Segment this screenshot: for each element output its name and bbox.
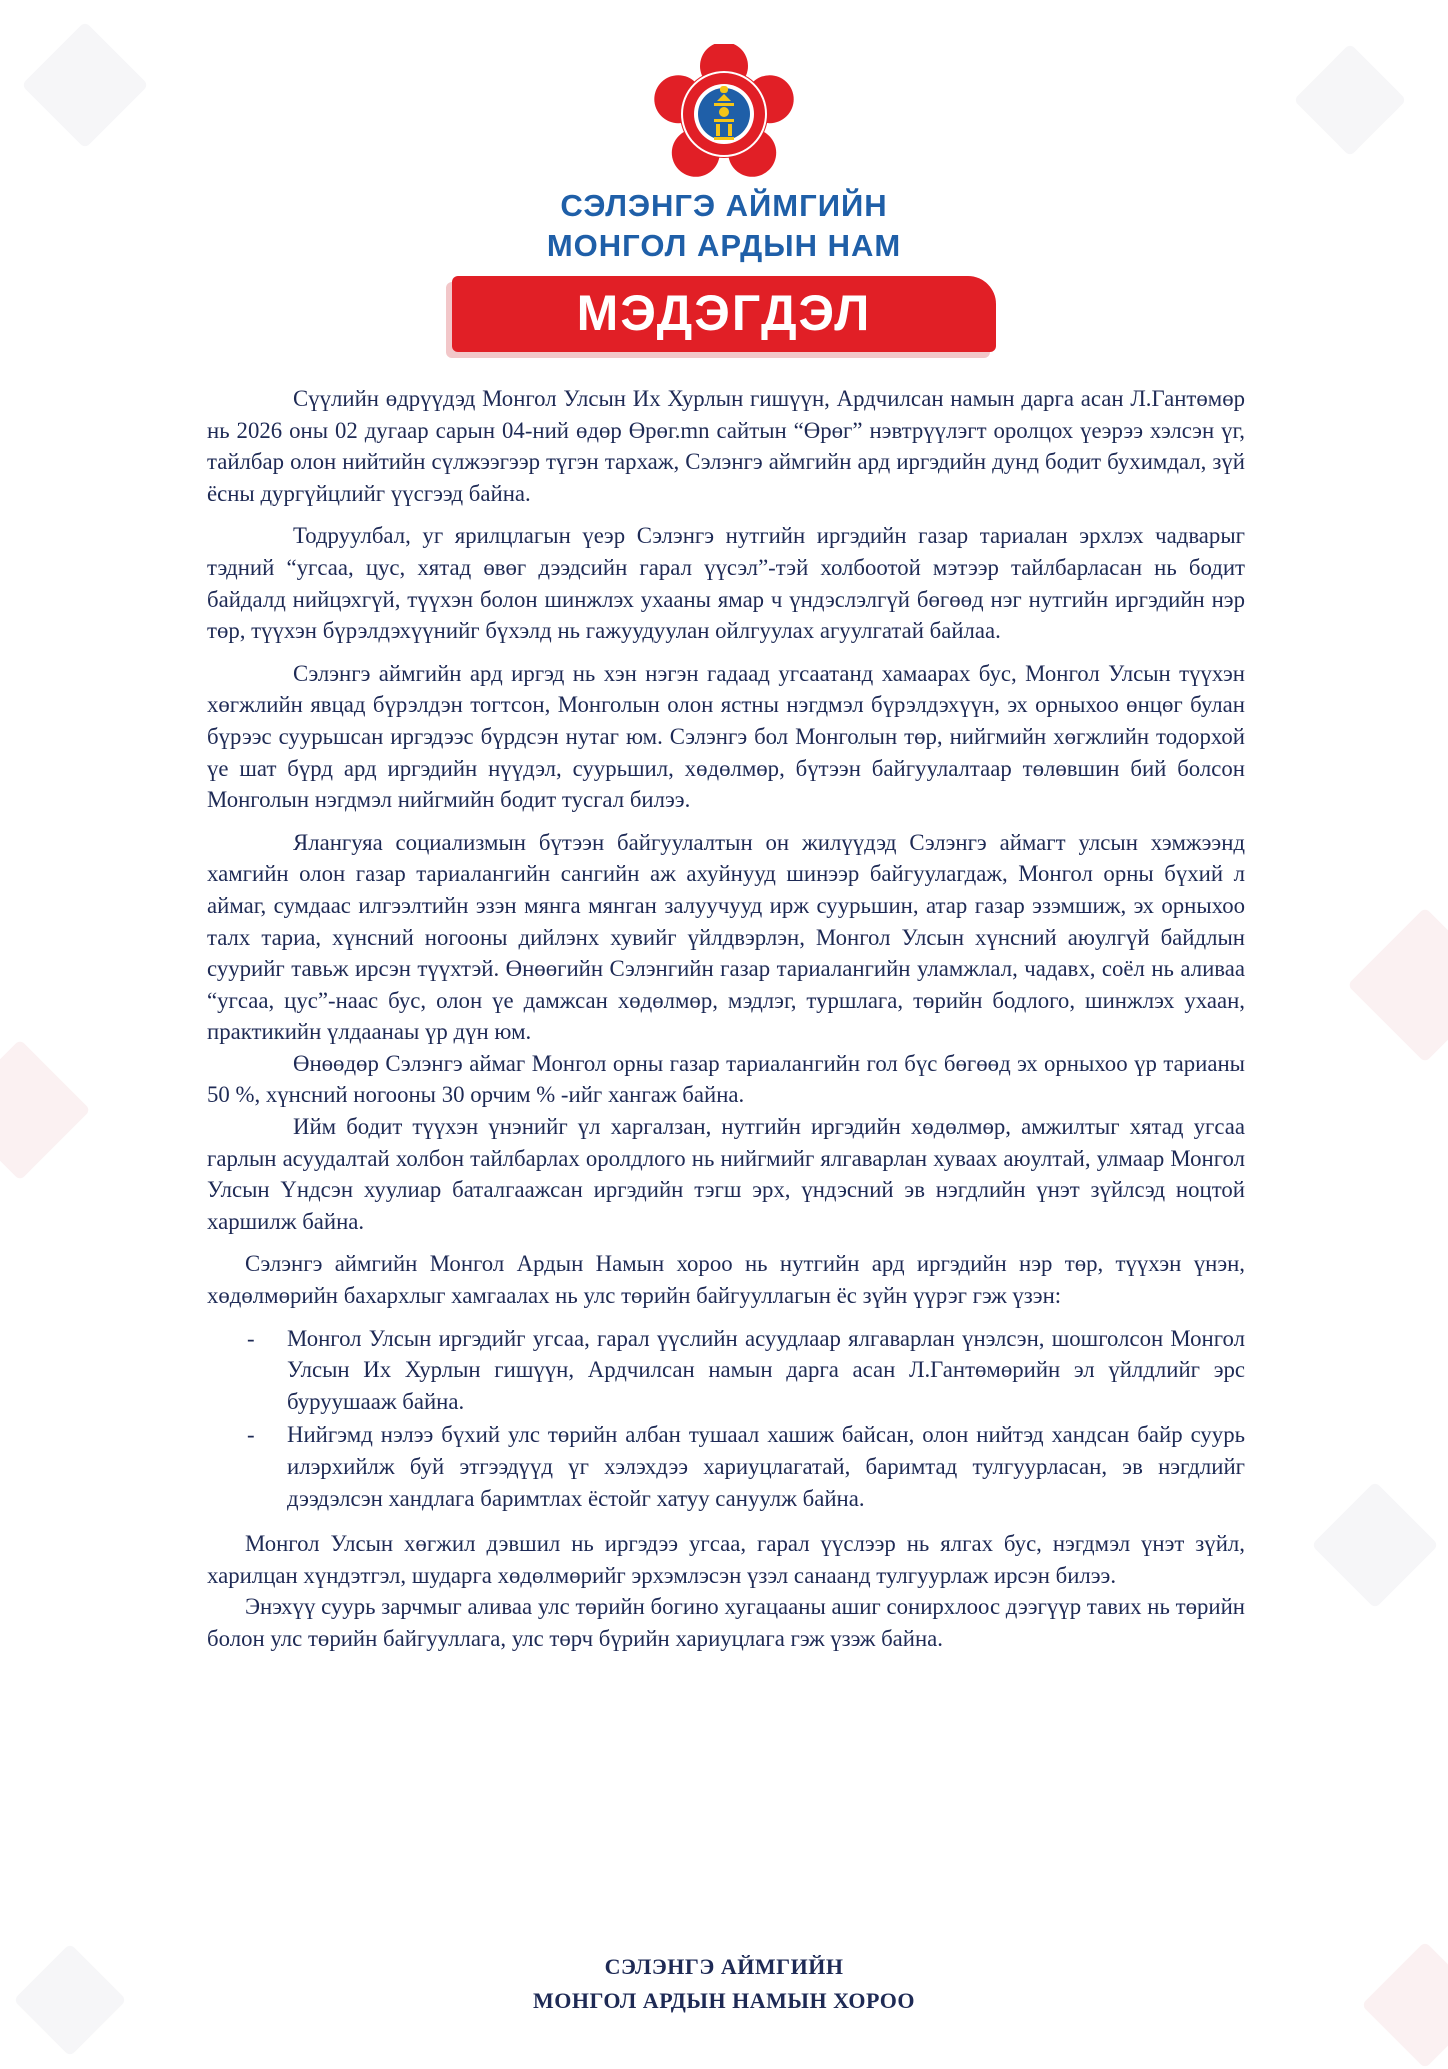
list-item — [207, 1419, 1245, 1514]
bullet-marker: - — [247, 1325, 255, 1351]
paragraph-8: Монгол Улсын хөгжил дэвшил нь иргэдээ угсаа, гарал үүслээр нь ялгах бус, нэгдмэл үнэт зүйл, харилцан хүндэтгэл, шударга хөдөлмөрийг эрхэмлэсэн үзэл санаанд тулгуурлаж ирсэн билээ. — [207, 1531, 1245, 1588]
banner-title: МЭДЭГДЭЛ — [576, 285, 872, 341]
list-item-text: Нийгэмд нэлээ бүхий улс төрийн албан тушаал хашиж байсан, олон нийтэд хандсан байр суурь илэрхийлж буй этгээдүүд үг хэлэхдээ хариуцлагатай, баримтад тулгуурласан, эв нэгдлийг дээдэлсэн хандлага баримтлах ёстойг хатуу сануулж байна. — [287, 1422, 1245, 1511]
party-emblem-logo — [654, 44, 794, 184]
background-decoration — [0, 1039, 91, 1180]
announcement-body — [207, 383, 1245, 1666]
paragraph-3: Сэлэнгэ аймгийн ард иргэд нь хэн нэгэн гадаад угсаатанд хамаарах бус, Монгол Улсын түүхэн хөгжлийн явцад бүрэлдэн тогтсон, Монголын олон ястны нэгдмэл бүрэлдэхүүн, эх орныхоо өнцөг булан бүрээс суурьшсан иргэдээс бүрдсэн нутаг юм. Сэлэнгэ бол Монголын төр, нийгмийн хөгжлийн тодорхой үе шат бүрд ард иргэдийн нүүдэл, суурьшил, хөдөлмөр, бүтээн байгуулалтаар төлөвшин бий болсон Монголын нэгдмэл нийгмийн бодит тусгал билээ. — [207, 660, 1245, 813]
org-title-line1: СЭЛЭНГЭ АЙМГИЙН — [560, 188, 888, 223]
bullet-marker: - — [247, 1422, 255, 1448]
signature-line1: СЭЛЭНГЭ АЙМГИЙН — [604, 1954, 844, 1979]
paragraph-9: Энэхүү суурь зарчмыг аливаа улс төрийн богино хугацааны ашиг сонирхлоос дээгүүр тавих нь төрийн болон улс төрийн байгууллага, улс төрч бүрийн хариуцлага гэж үзэж байна. — [207, 1594, 1245, 1651]
list-item-text: Монгол Улсын иргэдийг угсаа, гарал үүслийн асуудлаар ялгаварлан үнэлсэн, шошголсон Монгол Улсын Их Хурлын гишүүн, Ардчилсан намын дарга асан Л.Гантөмөрийн эл үйлдлийг эрс буруушааж байна. — [287, 1325, 1245, 1414]
background-decoration — [1347, 907, 1448, 1063]
background-decoration — [21, 21, 148, 148]
paragraph-7: Сэлэнгэ аймгийн Монгол Ардын Намын хороо нь нутгийн ард иргэдийн нэр төр, түүхэн үнэн, хөдөлмөрийн бахархлыг хамгаалах нь улс төрийн байгууллагын ёс зүйн үүрэг гэж үзэн: — [207, 1251, 1245, 1309]
paragraph-6: Ийм бодит түүхэн үнэнийг үл харгалзан, нутгийн иргэдийн хөдөлмөр, амжилтыг хятад угсаа гарлын асуудалтай холбон тайлбарлах оролдлого нь нийгмийг ялгаварлан хуваах аюултай, улмаар Монгол Улсын Үндсэн хуулиар баталгаажсан иргэдийн тэгш эрх, үндэсний эв нэгдлийн үнэт зүйлсэд ноцтой харшилж байна. — [207, 1114, 1245, 1234]
signature-line2: МОНГОЛ АРДЫН НАМЫН ХОРОО — [532, 1988, 916, 2013]
announcement-banner — [452, 276, 996, 352]
background-decoration — [1293, 43, 1406, 156]
paragraph-4: Ялангуяа социализмын бүтээн байгуулалтын он жилүүдэд Сэлэнгэ аймагт улсын хэмжээнд хамгийн олон газар тариалангийн сангийн аж ахуйнууд шинээр байгуулагдаж, Монгол орны бүхий л аймаг, сумдаас илгээлтийн эзэн мянга мянган залуучууд ирж суурьшин, атар газар эзэмшиж, эх орныхоо талх тариа, хүнсний ногооны дийлэнх хувийг үйлдвэрлэн, Монгол Улсын хүнсний аюулгүй байдлын суурийг тавьж ирсэн түүхтэй. Өнөөгийн Сэлэнгийн газар тариалангийн уламжлал, чадавх, соёл нь аливаа “угсаа, цус”-наас бус, олон үе дамжсан хөдөлмөр, мэдлэг, туршлага, төрийн бодлого, шинжлэх ухаан, практикийн үлдаанаы үр дүн юм. — [207, 829, 1245, 1045]
list-item — [207, 1323, 1245, 1418]
resolution-list — [207, 1323, 1245, 1515]
background-decoration — [1311, 1481, 1438, 1608]
org-title-line2: МОНГОЛ АРДЫН НАМ — [546, 228, 902, 263]
paragraph-2: Тодруулбал, уг ярилцлагын үеэр Сэлэнгэ нутгийн иргэдийн газар тариалан эрхлэх чадварыг тэдний “угсаа, цус, хятад өвөг дээдсийн гарал үүсэл”-тэй холбоотой мэтээр тайлбарласан нь бодит байдалд нийцэхгүй, түүхэн болон шинжлэх ухааны ямар ч үндэслэлгүй бөгөөд нэг нутгийн иргэдийн нэр төр, түүхэн бүрэлдэхүүнийг бүхэлд нь гажуудуулан ойлгуулах агуулгатай байлаа. — [207, 523, 1245, 644]
paragraph-1: Сүүлийн өдрүүдэд Монгол Улсын Их Хурлын гишүүн, Ардчилсан намын дарга асан Л.Гантөмөр нь 2026 оны 02 дугаар сарын 04-ний өдөр Өрөг.mn сайтын “Өрөг” нэвтрүүлэгт оролцох үеэрээ хэлсэн үг, тайлбар олон нийтийн сүлжээгээр түгэн тархаж, Сэлэнгэ аймгийн ард иргэдийн дунд бодит бухимдал, зүй ёсны дургүйцлийг үүсгээд байна. — [207, 386, 1245, 506]
paragraph-5: Өнөөдөр Сэлэнгэ аймаг Монгол орны газар тариалангийн гол бүс бөгөөд эх орныхоо үр тарианы 50 %, хүнсний ногооны 30 орчим % -ийг хангаж байна. — [207, 1050, 1245, 1108]
